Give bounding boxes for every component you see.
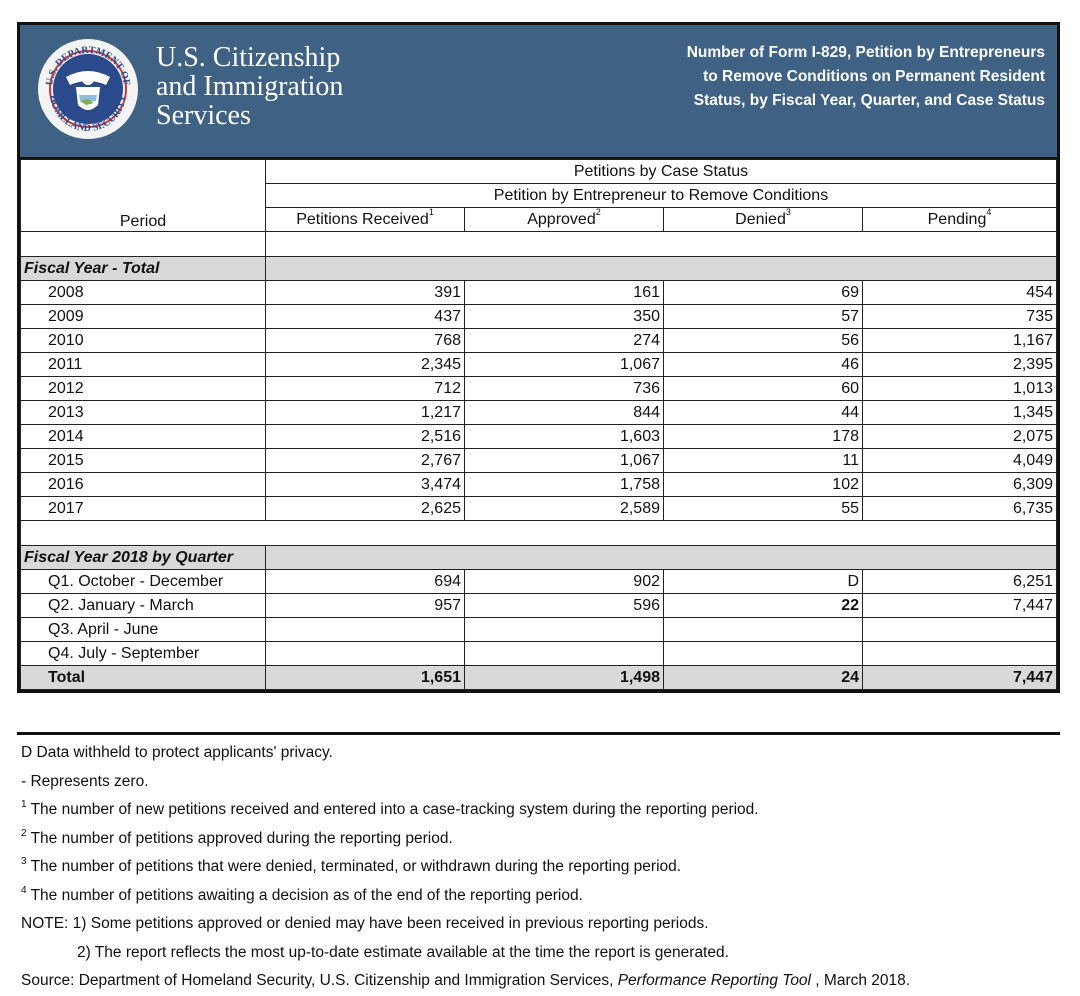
table-cell: [266, 618, 465, 642]
table-cell: [465, 642, 664, 666]
note-2: 2) The report reflects the most up-to-date estimate available at the time the report is generated.: [77, 943, 729, 961]
table-cell: 454: [863, 281, 1057, 305]
table-cell: 1,758: [465, 473, 664, 497]
note-withheld: D Data withheld to protect applicants' privacy.: [21, 744, 333, 761]
col-header-received: [266, 208, 465, 232]
table-row: [21, 329, 1057, 353]
col-header-approved: [465, 208, 664, 232]
text: Petitions Received: [296, 210, 429, 228]
group-header-entrepreneur: Petition by Entrepreneur to Remove Conditions: [266, 184, 1057, 208]
svg-text:HOMELAND SECURITY: HOMELAND SECURITY: [46, 94, 130, 135]
table-row: [21, 594, 1057, 618]
footnote-3: [17, 853, 1060, 882]
report-frame: [17, 22, 1060, 693]
table-cell: 2008: [21, 281, 266, 305]
table-cell: 1,167: [863, 329, 1057, 353]
table-cell: 57: [664, 305, 863, 329]
table-cell: 712: [266, 377, 465, 401]
text: 1: [21, 799, 27, 810]
report-title: [585, 41, 1045, 113]
section-label: Fiscal Year - Total: [21, 257, 266, 281]
table-cell: Q4. July - September: [21, 642, 266, 666]
table-cell: 1,067: [465, 449, 664, 473]
table-row: [21, 377, 1057, 401]
table-cell: [664, 642, 863, 666]
text: 2: [21, 827, 27, 839]
table-cell: 22: [664, 594, 863, 618]
table-cell: 768: [266, 329, 465, 353]
table-cell: 46: [664, 353, 863, 377]
col-header-pending: [863, 208, 1057, 232]
text: 2: [595, 206, 601, 217]
table-cell: 69: [664, 281, 863, 305]
table-cell: 736: [465, 377, 664, 401]
title-line-2: to Remove Conditions on Permanent Resident: [703, 68, 1045, 85]
table-cell: 2,075: [863, 425, 1057, 449]
dhs-seal-icon: [36, 37, 140, 141]
text: The number of petitions that were denied, terminated, or withdrawn during the reporting period.: [30, 858, 682, 875]
text: The number of petitions approved during the reporting period.: [30, 829, 453, 847]
table-cell: 7,447: [863, 666, 1057, 690]
table-cell: 2,625: [266, 497, 465, 521]
table-cell: 2,345: [266, 353, 465, 377]
text: 4: [986, 206, 992, 217]
table-cell: 844: [465, 401, 664, 425]
section-header-fy2018: [21, 546, 1057, 570]
table-row: [21, 497, 1057, 521]
table-cell: 2015: [21, 449, 266, 473]
table-cell: Q1. October - December: [21, 570, 266, 594]
text: 4: [21, 884, 27, 896]
table-cell: 24: [664, 666, 863, 690]
agency-name: [156, 43, 343, 130]
footnote-2: [17, 825, 1060, 854]
table-row: [21, 281, 1057, 305]
table-cell: 2014: [21, 425, 266, 449]
table-cell: 2013: [21, 401, 266, 425]
table-row: [21, 425, 1057, 449]
table-cell: 1,217: [266, 401, 465, 425]
table-cell: 44: [664, 401, 863, 425]
table-row: [21, 642, 1057, 666]
table-cell: Q3. April - June: [21, 618, 266, 642]
text: The number of petitions awaiting a decision as of the end of the reporting period.: [30, 886, 583, 904]
table-cell: [266, 642, 465, 666]
text: 3: [785, 206, 791, 217]
table-row: [21, 473, 1057, 497]
table-cell: 902: [465, 570, 664, 594]
table-cell: 56: [664, 329, 863, 353]
table-cell: Q2. January - March: [21, 594, 266, 618]
table-cell: [465, 618, 664, 642]
table-cell: 178: [664, 425, 863, 449]
footnotes-section: [17, 732, 1060, 996]
table-cell: Total: [21, 666, 266, 690]
text: , March 2018.: [811, 972, 911, 989]
table-cell: 957: [266, 594, 465, 618]
table-cell: [863, 642, 1057, 666]
total-row: [21, 666, 1057, 690]
footnote-4: [17, 882, 1060, 911]
table-cell: 6,309: [863, 473, 1057, 497]
note-zero: - Represents zero.: [21, 772, 149, 790]
text: Performance Reporting Tool: [617, 972, 811, 989]
table-cell: 55: [664, 497, 863, 521]
table-cell: 6,251: [863, 570, 1057, 594]
header-banner: [20, 25, 1057, 159]
source-note: [17, 967, 1060, 996]
text: The number of new petitions received and entered into a case-tracking system during the reporting period.: [30, 801, 759, 818]
table-cell: 7,447: [863, 594, 1057, 618]
table-cell: 2011: [21, 353, 266, 377]
table-cell: [664, 618, 863, 642]
spacer-row: [21, 521, 1057, 546]
table-row: [21, 449, 1057, 473]
table-row: [21, 401, 1057, 425]
note-1: NOTE: 1) Some petitions approved or denied may have been received in previous reporting periods.: [21, 915, 709, 932]
agency-line-3: Services: [156, 100, 251, 131]
table-cell: 274: [465, 329, 664, 353]
table-cell: 391: [266, 281, 465, 305]
table-cell: 2009: [21, 305, 266, 329]
table-cell: [863, 618, 1057, 642]
table-row: [21, 305, 1057, 329]
table-cell: 694: [266, 570, 465, 594]
table-cell: 60: [664, 377, 863, 401]
petitions-table: [20, 159, 1057, 690]
table-cell: 2010: [21, 329, 266, 353]
table-cell: 350: [465, 305, 664, 329]
group-header-case-status: Petitions by Case Status: [266, 160, 1057, 184]
table-cell: 4,049: [863, 449, 1057, 473]
table-cell: 1,013: [863, 377, 1057, 401]
table-cell: 102: [664, 473, 863, 497]
table-row: [21, 570, 1057, 594]
table-cell: 2,589: [465, 497, 664, 521]
title-line-3: Status, by Fiscal Year, Quarter, and Case Status: [693, 92, 1045, 109]
spacer-row: [21, 232, 1057, 257]
table-cell: 735: [863, 305, 1057, 329]
footnote-1: [17, 796, 1060, 825]
agency-line-2: and Immigration: [156, 71, 344, 102]
table-cell: 6,735: [863, 497, 1057, 521]
table-cell: 1,498: [465, 666, 664, 690]
table-row: [21, 353, 1057, 377]
table-cell: 1,345: [863, 401, 1057, 425]
text: Pending: [927, 210, 987, 228]
section-header-fy-total: [21, 257, 1057, 281]
table-cell: 596: [465, 594, 664, 618]
title-line-1: Number of Form I-829, Petition by Entrepreneurs: [686, 44, 1045, 61]
table-cell: 437: [266, 305, 465, 329]
section-label: Fiscal Year 2018 by Quarter: [21, 546, 266, 570]
table-cell: 3,474: [266, 473, 465, 497]
table-cell: 1,067: [465, 353, 664, 377]
period-header: Period: [21, 160, 266, 232]
table-cell: 2016: [21, 473, 266, 497]
text: Denied: [735, 210, 786, 228]
table-cell: D: [664, 570, 863, 594]
text: Approved: [527, 210, 596, 228]
table-cell: 161: [465, 281, 664, 305]
table-cell: 1,603: [465, 425, 664, 449]
table-row: [21, 618, 1057, 642]
table-cell: 11: [664, 449, 863, 473]
agency-line-1: U.S. Citizenship: [156, 42, 341, 73]
table-cell: 2012: [21, 377, 266, 401]
text: 3: [21, 856, 27, 867]
text: Source: Department of Homeland Security, U.S. Citizenship and Immigration Services,: [21, 972, 618, 989]
table-cell: 2,516: [266, 425, 465, 449]
table-cell: 1,651: [266, 666, 465, 690]
table-cell: 2,395: [863, 353, 1057, 377]
table-cell: 2,767: [266, 449, 465, 473]
table-cell: 2017: [21, 497, 266, 521]
text: 1: [428, 206, 434, 217]
svg-text:U.S. DEPARTMENT OF: U.S. DEPARTMENT OF: [44, 44, 132, 87]
col-header-denied: [664, 208, 863, 232]
